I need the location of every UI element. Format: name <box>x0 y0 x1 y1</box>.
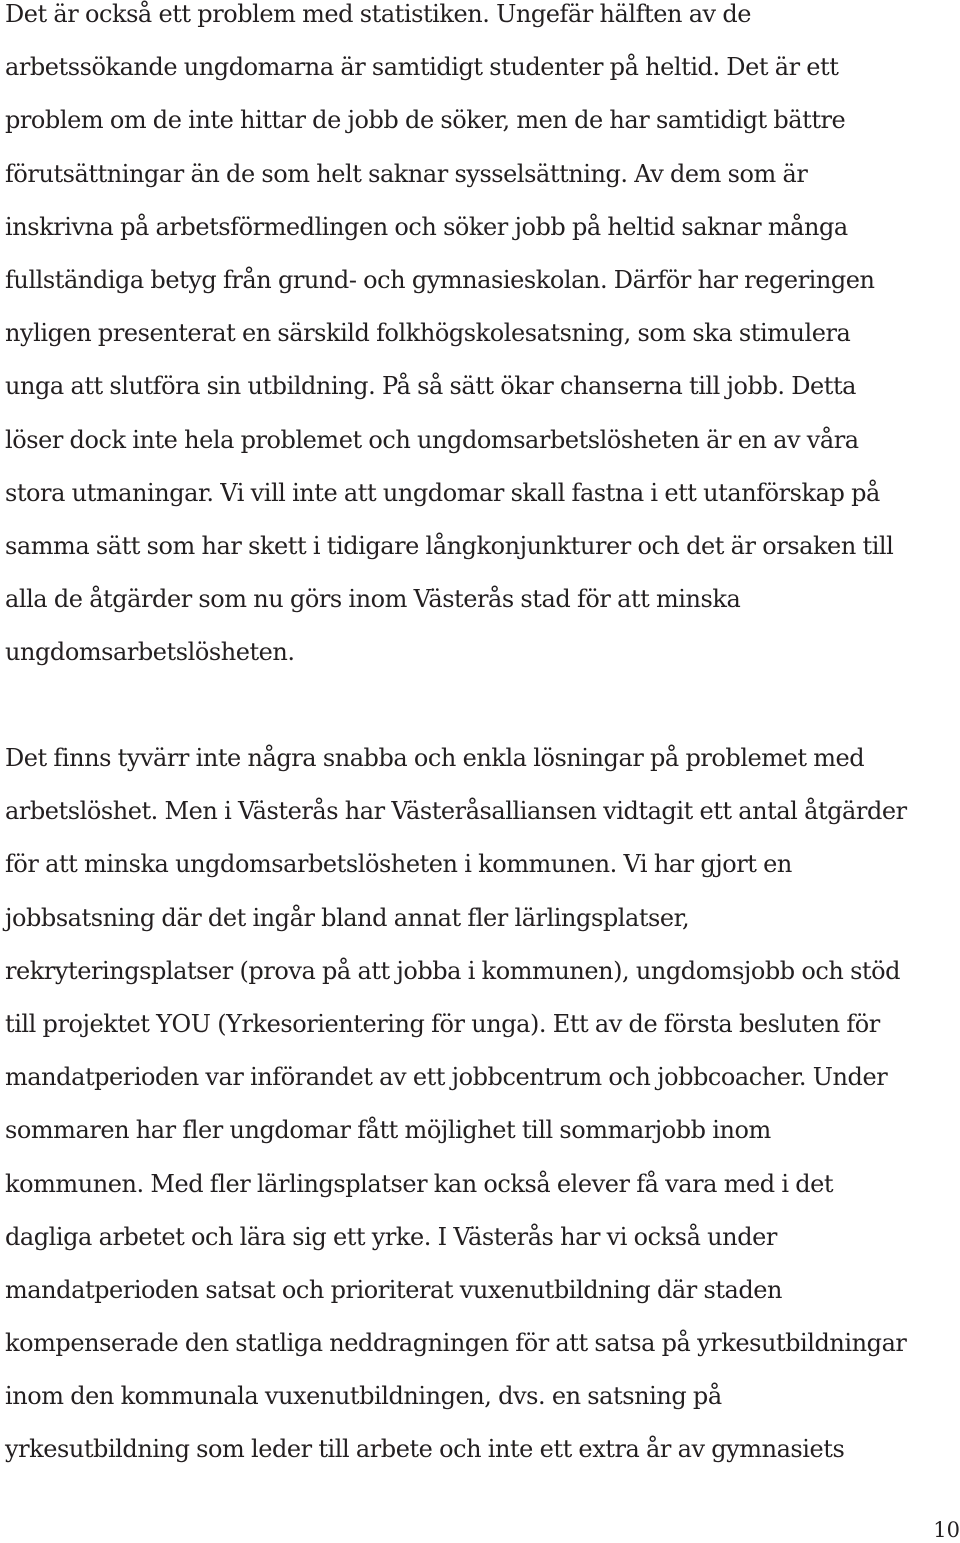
text-line: inskrivna på arbetsförmedlingen och söker jobb på heltid saknar många <box>5 212 848 241</box>
page-number: 10 <box>933 1518 960 1542</box>
text-line: kommunen. Med fler lärlingsplatser kan också elever få vara med i det <box>5 1169 834 1198</box>
text-line: ungdomsarbetslösheten. <box>5 638 295 667</box>
text-line: stora utmaningar. Vi vill inte att ungdomar skall fastna i ett utanförskap på <box>5 478 880 507</box>
text-line: sommaren har fler ungdomar fått möjlighet till sommarjobb inom <box>5 1116 771 1145</box>
text-line: unga att slutföra sin utbildning. På så sätt ökar chanserna till jobb. Detta <box>5 372 857 401</box>
text-line: jobbsatsning där det ingår bland annat fler lärlingsplatser, <box>5 903 690 932</box>
text-line: dagliga arbetet och lära sig ett yrke. I Västerås har vi också under <box>5 1222 777 1251</box>
text-line: löser dock inte hela problemet och ungdomsarbetslösheten är en av våra <box>5 425 859 454</box>
paragraph-2 <box>5 732 907 1477</box>
paragraph-1 <box>5 0 893 679</box>
text-line: Det finns tyvärr inte några snabba och enkla lösningar på problemet med <box>5 744 865 772</box>
text-line: arbetslöshet. Men i Västerås har Västeråsalliansen vidtagit ett antal åtgärder <box>5 797 907 826</box>
text-line: nyligen presenterat en särskild folkhögskolesatsning, som ska stimulera <box>5 319 851 348</box>
text-line: mandatperioden var införandet av ett jobbcentrum och jobbcoacher. Under <box>5 1063 888 1092</box>
text-line: för att minska ungdomsarbetslösheten i kommunen. Vi har gjort en <box>5 850 792 879</box>
text-line: rekryteringsplatser (prova på att jobba i kommunen), ungdomsjobb och stöd <box>5 956 901 985</box>
text-line: alla de åtgärder som nu görs inom Västerås stad för att minska <box>5 585 741 614</box>
text-line: mandatperioden satsat och prioriterat vuxenutbildning där staden <box>5 1275 783 1304</box>
text-line: till projektet YOU (Yrkesorientering för unga). Ett av de första besluten för <box>5 1009 880 1038</box>
text-line: inom den kommunala vuxenutbildningen, dvs. en satsning på <box>5 1382 722 1411</box>
text-line: problem om de inte hittar de jobb de söker, men de har samtidigt bättre <box>5 106 846 135</box>
text-line: kompenserade den statliga neddragningen för att satsa på yrkesutbildningar <box>5 1329 907 1358</box>
text-line: Det är också ett problem med statistiken. Ungefär hälften av de <box>5 0 752 28</box>
text-line: förutsättningar än de som helt saknar sysselsättning. Av dem som är <box>5 159 808 188</box>
text-line: arbetssökande ungdomarna är samtidigt studenter på heltid. Det är ett <box>5 53 839 82</box>
text-line: fullständiga betyg från grund- och gymnasieskolan. Därför har regeringen <box>5 265 875 294</box>
text-line: yrkesutbildning som leder till arbete och inte ett extra år av gymnasiets <box>5 1435 845 1464</box>
text-line: samma sätt som har skett i tidigare långkonjunkturer och det är orsaken till <box>5 531 894 560</box>
